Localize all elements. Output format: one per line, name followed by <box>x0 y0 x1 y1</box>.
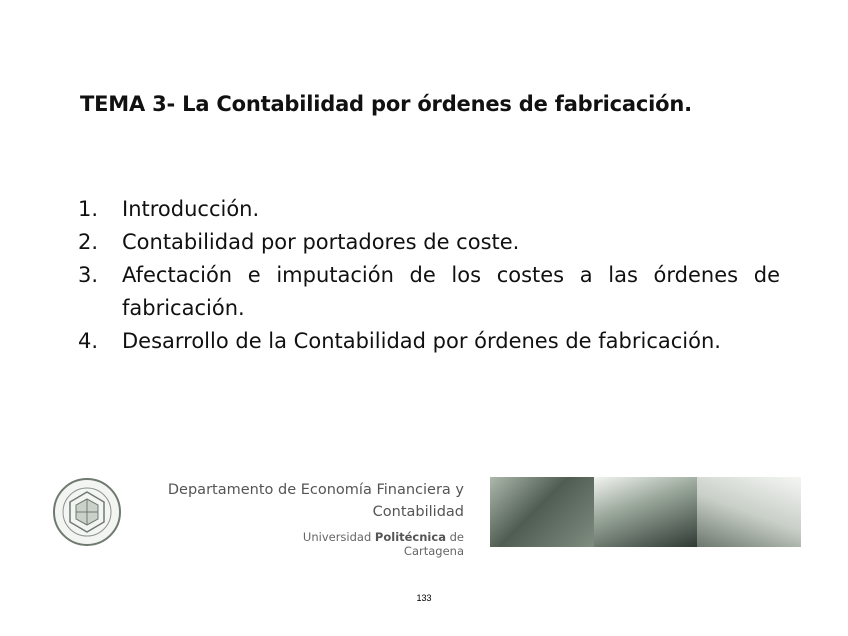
list-item <box>78 259 780 325</box>
laptop-photo <box>594 477 698 547</box>
department-name <box>142 479 464 523</box>
university-seal-icon <box>52 477 122 547</box>
university-prefix: Universidad <box>302 530 375 544</box>
department-line-2: Contabilidad <box>372 504 464 520</box>
chart-photo <box>697 477 801 547</box>
university-name <box>242 530 464 558</box>
graduation-photo <box>490 477 594 547</box>
university-bold: Politécnica <box>374 530 446 544</box>
list-item-number: 4. <box>78 329 99 353</box>
department-line-1: Departamento de Economía Financiera y <box>167 482 464 498</box>
list-item-text: Desarrollo de la Contabilidad por órdenes de fabricación. <box>122 329 721 353</box>
list-item-text: Afectación e imputación de los costes a las órdenes de fabricación. <box>122 263 780 320</box>
list-item-number: 2. <box>78 230 99 254</box>
list-item-text: Introducción. <box>122 197 260 221</box>
list-item <box>78 226 780 259</box>
page-number: 133 <box>416 593 432 603</box>
topic-list <box>78 193 780 358</box>
photo-strip <box>490 477 801 547</box>
list-item-number: 3. <box>78 263 99 287</box>
page-title: TEMA 3- La Contabilidad por órdenes de fabricación. <box>80 92 692 116</box>
list-item-number: 1. <box>78 197 99 221</box>
list-item <box>78 325 780 358</box>
list-item <box>78 193 780 226</box>
list-item-text: Contabilidad por portadores de coste. <box>122 230 520 254</box>
university-suffix: de Cartagena <box>403 530 464 558</box>
footer-banner <box>48 473 803 558</box>
